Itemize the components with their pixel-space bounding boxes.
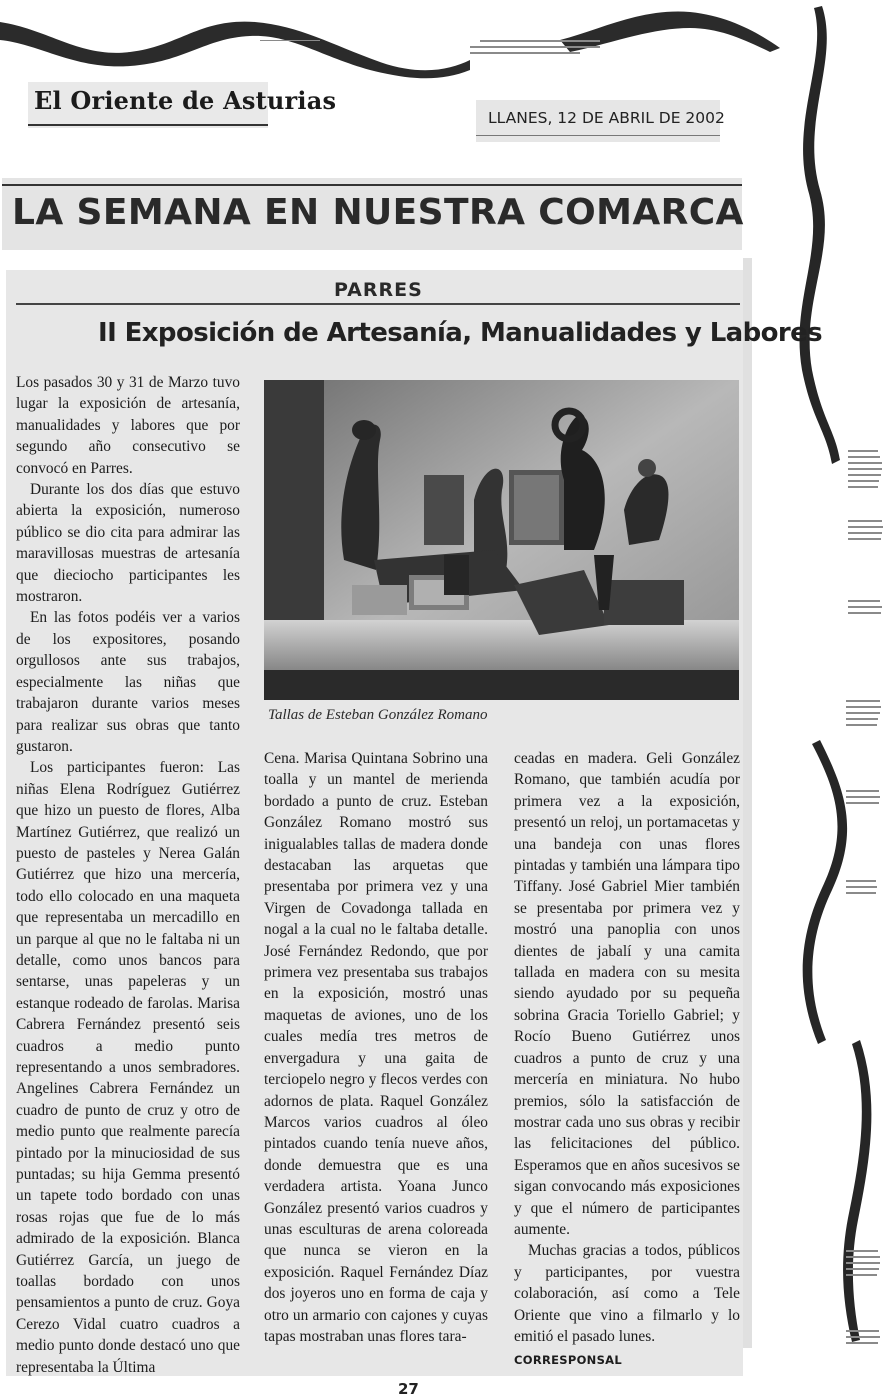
masthead (28, 82, 337, 128)
article-photo (264, 380, 739, 700)
paragraph: Cena. Marisa Quintana Sobrino una toalla y un mantel de merienda bordado a punto de cruz. Esteban González Romano mostró sus inigualables tallas de madera donde destacaban las arquetas que presentaba por primera vez y una Virgen de Covadonga tallada en nogal a la cual no le faltaba detalle. José Fernández Redondo, que por primera vez presentaba sus trabajos en la exposición, mostró unas maquetas de aviones, uno de los cuales medía tres metros de envergadura y una gaita de terciopelo negro y flecos verdes con adornos de plata. Raquel González Marcos varios cuadros al óleo pintados cuando tenía nueve años, donde demuestra que es una verdadera artista. Yoana Junco González presentó varios cuadros y unas esculturas de arena coloreada que nunca se vieron en la exposición. Raquel Fernández Díaz dos joyeros uno en forma de caja y otro un armario con cajones y cuyas tapas mostraban unas flores tara- (264, 750, 488, 1345)
dateline-rule (476, 135, 720, 136)
dateline-text: LLANES, 12 DE ABRIL DE 2002 (488, 109, 725, 127)
dateline (476, 100, 725, 142)
article-column-2 (264, 748, 488, 1347)
paragraph: En las fotos podéis ver a varios de los expositores, posando orgullosos ante sus trabajos, especialmente las niñas que trabajaron durante varios meses para realizar sus obras que tanto gustaron. (16, 609, 240, 755)
paragraph: Muchas gracias a todos, públicos y participantes, por vuestra colaboración, así como a Tele Oriente que vino a filmarlo y lo emitió el pasado lunes. (514, 1242, 740, 1345)
newspaper-name: El Oriente de Asturias (34, 86, 337, 115)
section-top-rule (2, 184, 742, 186)
section-header (2, 178, 742, 250)
paragraph: ceadas en madera. Geli González Romano, que también acudía por primera vez a la exposición, presentó un reloj, un portamacetas y una bandeja con unas flores pintadas y también una lámpara tipo Tiffany. José Gabriel Mier también se presentaba por primera vez y mostró una panoplia con unos dientes de jabalí y una camita tallada en madera con su mesita siendo ayudado por su pequeña sobrina Gracia Toriello Gabriel; y Rocío Bueno Gutiérrez unos cuadros a punto de cruz y una mercería en miniatura. No hubo premios, sólo la satisfacción de mostrar cada uno sus obras y recibir las felicitaciones del público. Esperamos que en años sucesivos se sigan convocando más exposiciones y que el número de participantes aumente. (514, 750, 740, 1238)
section-title: LA SEMANA EN NUESTRA COMARCA (12, 192, 744, 233)
paragraph: Los pasados 30 y 31 de Marzo tuvo lugar la exposición de artesanía, manualidades y labores que por segundo año consecutivo se convocó en Parres. (16, 374, 240, 477)
article-byline: CORRESPONSAL (514, 1353, 623, 1368)
paragraph: Durante los dos días que estuvo abierta la exposición, numeroso público se dio cita para admirar las maravillosas muestras de artesanía que dieciocho participantes les mostraron. (16, 481, 240, 606)
photo-caption: Tallas de Esteban González Romano (268, 707, 488, 723)
article-kicker: PARRES (334, 279, 423, 301)
article-column-3 (514, 748, 740, 1372)
page-number: 27 (398, 1380, 419, 1398)
article-headline: II Exposición de Artesanía, Manualidades y Labores (98, 318, 823, 348)
adjacent-column-edge (743, 258, 752, 1348)
kicker-rule (16, 303, 740, 305)
masthead-rule (28, 124, 268, 126)
article-column-1 (16, 372, 240, 1378)
paragraph: Los participantes fueron: Las niñas Elena Rodríguez Gutiérrez que hizo un puesto de flores, Alba Martínez Gutiérrez, que realizó un puesto de pasteles y Nerea Galán Gutiérrez que hizo una mercería, todo ello colocado en una maqueta que representaba un mercadillo en un parque al que no le faltaba ni un detalle, como unos bancos para sentarse, unas papeleras y un estanque rodeado de farolas. Marisa Cabrera Fernández presentó seis cuadros a medio punto representando a unos sembradores. Angelines Cabrera Fernández un cuadro de punto de cruz y otro de medio punto que realmente parecía pintado por la minuciosidad de sus puntadas; su hija Gemma presentó un tapete todo bordado con unas rosas rojas que fue de lo más admirado de la exposición. Blanca Gutiérrez García, un juego de toallas bordado con unos pensamientos a punto de cruz. Goya Cerezo Vidal cuatro cuadros a medio punto donde destacó uno que representaba la Última (16, 759, 240, 1376)
